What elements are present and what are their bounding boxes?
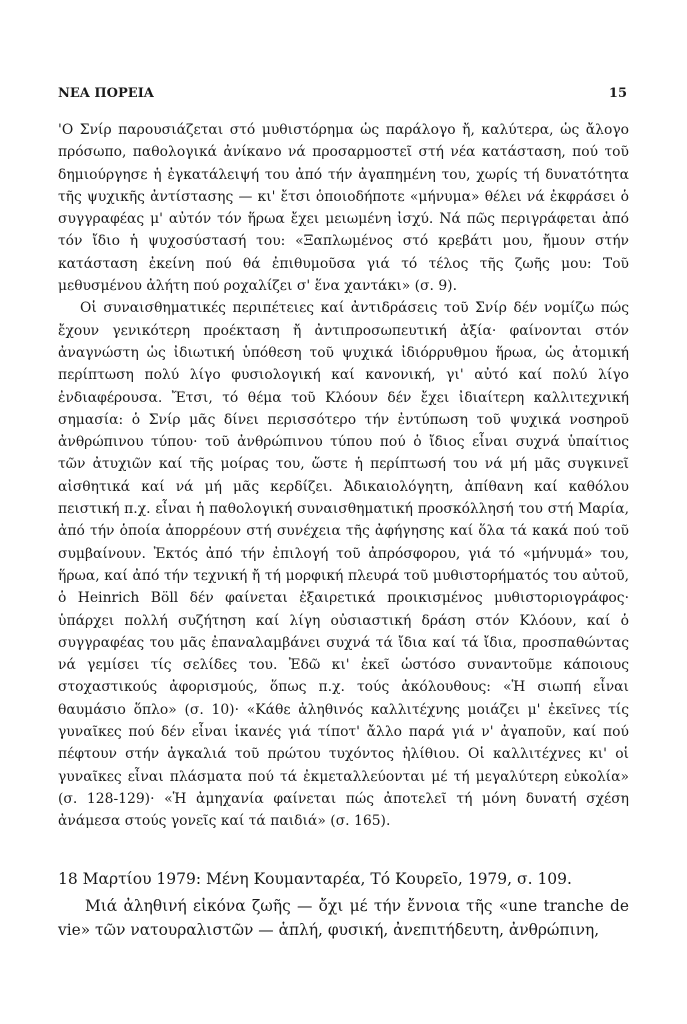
paragraph-1: 'Ο Σνίρ παρουσιάζεται στό μυθιστόρημα ὡς παράλογο ἤ, καλύτερα, ὡς ἄλογο πρόσωπο, παθολογικά ἀνίκανο νά προσαρμοστεῖ στή νέα κατάσταση, πού τοῦ δημιούργησε ἡ ἐγκατάλειψή του ἀπό τήν ἀγαπημένη του, χωρίς τή δυνατότητα τῆς ψυχικῆς ἀντίστασης — κι' ἔτσι ὁποιοδήποτε «μήνυμα» θέλει νά ἐκφράσει ὁ συγγραφέας μ' αὐτόν τόν ἥρωα ἔχει μειωμένη ἰσχύ. Νά πῶς περιγράφεται ἀπό τόν ἴδιο ἡ ψυχοσύστασή του: «Ξαπλωμένος στό κρεβάτι μου, ἤμουν στήν κατάσταση ἐκείνη πού θά ἐπιθυμοῦσα γιά τό τέλος τῆς ζωῆς μου: Τοῦ μεθυσμένου ἀλήτη πού ροχαλίζει σ' ἕνα χαντάκι» (σ. 9). — [58, 122, 629, 295]
page-header — [58, 86, 627, 101]
running-title: ΝΕΑ ΠΟΡΕΙΑ — [58, 86, 154, 101]
page-number: 15 — [608, 86, 627, 101]
main-text — [58, 119, 629, 833]
entry-heading: 18 Μαρτίου 1979: Μένη Κουμανταρέα, Τό Κουρεῖο, 1979, σ. 109. — [58, 870, 572, 888]
paragraph-2: Οἱ συναισθηματικές περιπέτειες καί ἀντιδράσεις τοῦ Σνίρ δέν νομίζω πώς ἔχουν γενικότερη προέκταση ἤ ἀντιπροσωπευτική ἀξία· φαίνονται στόν ἀναγνώστη ὡς ἰδιωτική ὑπόθεση τοῦ ψυχικά ἰδιόρρυθμου ἥρωα, ὡς ἀτομική περίπτωση πολύ λίγο φυσιολογική καί κανονική, γι' αὐτό καί πολύ λίγο ἐνδιαφέρουσα. Ἔτσι, τό θέμα τοῦ Κλόουν δέν ἔχει ἰδιαίτερη καλλιτεχνική σημασία: ὁ Σνίρ μᾶς δίνει περισσότερο τήν ἐντύπωση τοῦ ψυχικά νοσηροῦ ἀνθρώπινου τύπου· τοῦ ἀνθρώπινου τύπου πού ὁ ἴδιος εἶναι συχνά ὑπαίτιος τῶν ἀτυχιῶν καί τῆς μοίρας του, ὥστε ἡ περίπτωσή του νά μή μᾶς συγκινεῖ αἰσθητικά καί νά μή μᾶς κερδίζει. Ἀδικαιολόγητη, ἀπίθανη καί καθόλου πειστική π.χ. εἶναι ἡ παθολογική συναισθηματική προσκόλλησή του στή Μαρία, ἀπό τήν ὁποία ἀπορρέουν στή συνέχεια τῆς ἀφήγησης καί ὅλα τά κακά πού τοῦ συμβαίνουν. Ἐκτός ἀπό τήν ἐπιλογή τοῦ ἀπρόσφορου, γιά τό «μήνυμά» του, ἥρωα, καί ἀπό τήν τεχνική ἤ τή μορφική πλευρά τοῦ μυθιστορήματός του αὐτοῦ, ὁ Heinrich Böll δέν φαίνεται ἐξαιρετικά προικισμένος μυθιστοριογράφος· ὑπάρχει πολλή συζήτηση καί λίγη οὐσιαστική δράση στόν Κλόουν, καί ὁ συγγραφέας του μᾶς ἐπαναλαμβάνει συχνά τά ἴδια καί τά ἴδια, προσπαθώντας νά γεμίσει τίς σελίδες του. Ἐδῶ κι' ἐκεῖ ὡστόσο συναντοῦμε κάποιους στοχαστικούς ἀφορισμούς, ὅπως π.χ. τούς ἀκόλουθους: «Ἡ σιωπή εἶναι θαυμάσιο ὅπλο» (σ. 10)· «Κάθε ἀληθινός καλλιτέχνης μοιάζει μ' ἐκεῖνες τίς γυναῖκες πού δέν εἶναι ἱκανές γιά τίποτ' ἄλλο παρά γιά ν' ἀγαποῦν, καί πού πέφτουν στήν ἀγκαλιά τοῦ πρώτου τυχόντος ἠλίθιου. Οἱ καλλιτέχνες κι' οἱ γυναῖκες εἶναι πλάσματα πού τά ἐκμεταλλεύονται μέ τή μεγαλύτερη εὐκολία» (σ. 128-129)· «Ἡ ἀμηχανία φαίνεται πώς ἀποτελεῖ τή μόνη δυνατή σχέση ἀνάμεσα στούς γονεῖς καί τά παιδιά» (σ. 165). — [58, 300, 629, 830]
entry-paragraph: Μιά ἀληθινή εἰκόνα ζωῆς — ὄχι μέ τήν ἔννοια τῆς «une tranche de vie» τῶν νατουραλιστῶν — ἁπλή, φυσική, ἀνεπιτήδευτη, ἀνθρώπινη, — [58, 897, 629, 939]
